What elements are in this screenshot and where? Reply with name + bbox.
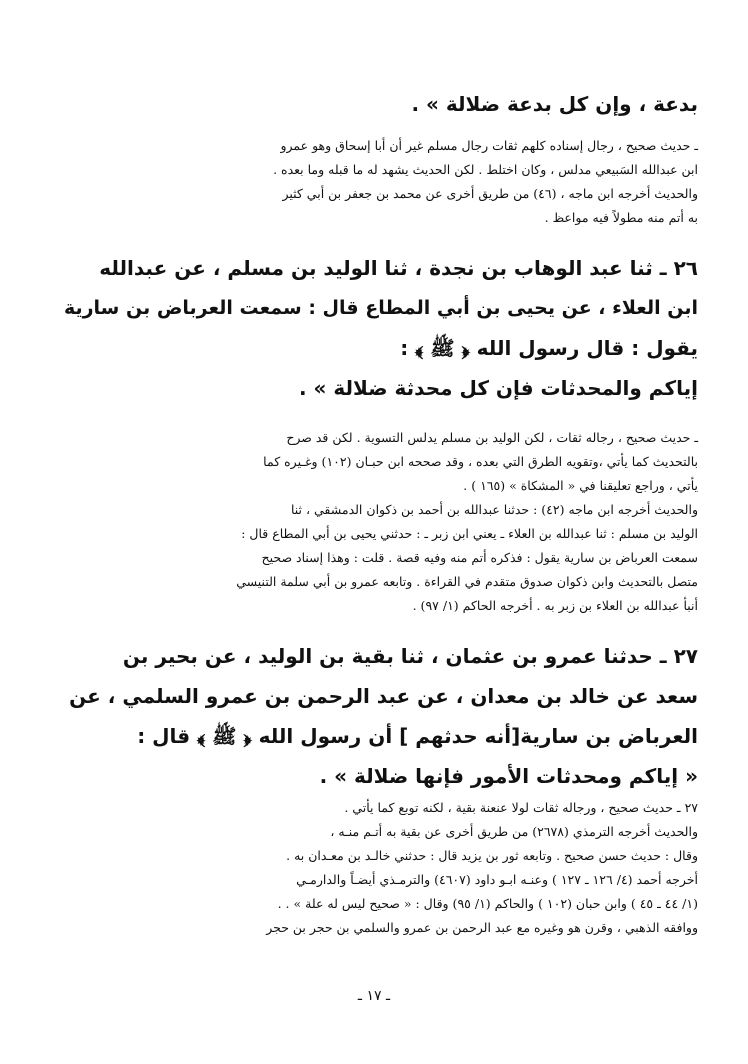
hadith-line: « إياكم ومحدثات الأمور فإنها ضلالة » .	[319, 764, 698, 788]
footnote-line: الوليد بن مسلم : ثنا عبدالله بن العلاء ـ يعني ابن زبر ـ : حدثني يحيى بن أبي المطاع قال :	[241, 526, 698, 541]
footnote-line: والحديث أخرجه ابن ماجه (٤٢) : حدثنا عبدالله بن أحمد بن ذكوان الدمشقي ، ثنا	[290, 502, 698, 517]
hadith-line: ابن العلاء ، عن يحيى بن أبي المطاع قال : سمعت العرباض بن سارية	[63, 297, 698, 319]
hadith-line: العرباض بن سارية[أنه حدثهم ] أن رسول الله ﴿ ﷺ ﴾ قال :	[137, 724, 698, 748]
footnote-line: بالتحديث كما يأتي ،وتقويه الطرق التي بعده ، وقد صححه ابن حبـان (١٠٢) وغـيره كما	[263, 454, 698, 469]
hadith-line: سعد عن خالد بن معدان ، عن عبد الرحمن بن عمرو السلمي ، عن	[69, 684, 698, 708]
footnote-line: والحديث أخرجه الترمذي (٢٦٧٨) من طريق أخرى عن بقية به أتـم منـه ،	[330, 824, 698, 839]
hadith-line: إياكم والمحدثات فإن كل محدثة ضلالة » .	[298, 376, 698, 400]
text-line: بدعة ، وإن كل بدعة ضلالة » .	[411, 92, 698, 116]
footnote-line: ٢٧ ـ حديث صحيح ، ورجاله ثقات لولا عنعنة بقية ، لكنه توبع كما يأتي .	[344, 800, 698, 815]
footnote-line: ـ حديث صحيح ، رجاله ثقات ، لكن الوليد بن مسلم يدلس التسوية . لكن قد صرح	[286, 430, 698, 445]
page-body	[58, 84, 698, 940]
page-number: ـ ١٧ ـ	[357, 988, 391, 1004]
footnote-line: به أتم منه مطولاً فيه مواعظ .	[544, 210, 698, 225]
footnote-line: ووافقه الذهبي ، وقرن هو وغيره مع عبد الرحمن بن عمرو والسلمي بن حجر بن حجر	[266, 920, 698, 935]
footnote-line: ـ حديث صحيح ، رجال إسناده كلهم ثقات رجال مسلم غير أن أبا إسحاق وهو عمرو	[280, 138, 698, 153]
footnote-line: وقال : حديث حسن صحيح . وتابعه ثور بن يزيد قال : حدثني خالـد بن معـدان به .	[286, 848, 698, 863]
footnote-line: أنبأ عبدالله بن العلاء بن زبر به . أخرجه الحاكم (١/ ٩٧) .	[412, 598, 698, 613]
footnote-line: متصل بالتحديث وابن ذكوان صدوق متقدم في القراءة . وتابعه عمرو بن أبي سلمة التنيسي	[236, 574, 698, 589]
hadith-line: يقول : قال رسول الله ﴿ ﷺ ﴾ :	[400, 336, 698, 360]
footnote-line: ابن عبدالله السَبيعي مدلس ، وكان اختلط . لكن الحديث يشهد له ما قبله وما بعده .	[273, 162, 698, 177]
hadith-line: ٢٧ ـ حدثنا عمرو بن عثمان ، ثنا بقية بن الوليد ، عن بحير بن	[122, 644, 698, 668]
footnote-line: والحديث أخرجه ابن ماجه ، (٤٦) من طريق أخرى عن محمد بن جعفر بن أبي كثير	[282, 186, 698, 201]
footnote-line: يأتي ، وراجع تعليقنا في « المشكاة » (١٦٥ ) .	[463, 478, 698, 493]
footnote-line: أخرجه أحمد (٤/ ١٢٦ ـ ١٢٧ ) وعنـه ابـو داود (٤٦٠٧) والترمـذي أيضـاً والدارمـي	[296, 872, 698, 887]
footnote-line: (١/ ٤٤ ـ ٤٥ ) وابن حبان (١٠٢ ) والحاكم (١/ ٩٥) وقال : « صحيح ليس له علة » . .	[277, 896, 698, 911]
hadith-line: ٢٦ ـ ثنا عبد الوهاب بن نجدة ، ثنا الوليد بن مسلم ، عن عبدالله	[99, 256, 698, 280]
footnote-line: سمعت العرباض بن سارية يقول : فذكره أتم منه وفيه قصة . قلت : وهذا إسناد صحيح	[261, 550, 698, 565]
